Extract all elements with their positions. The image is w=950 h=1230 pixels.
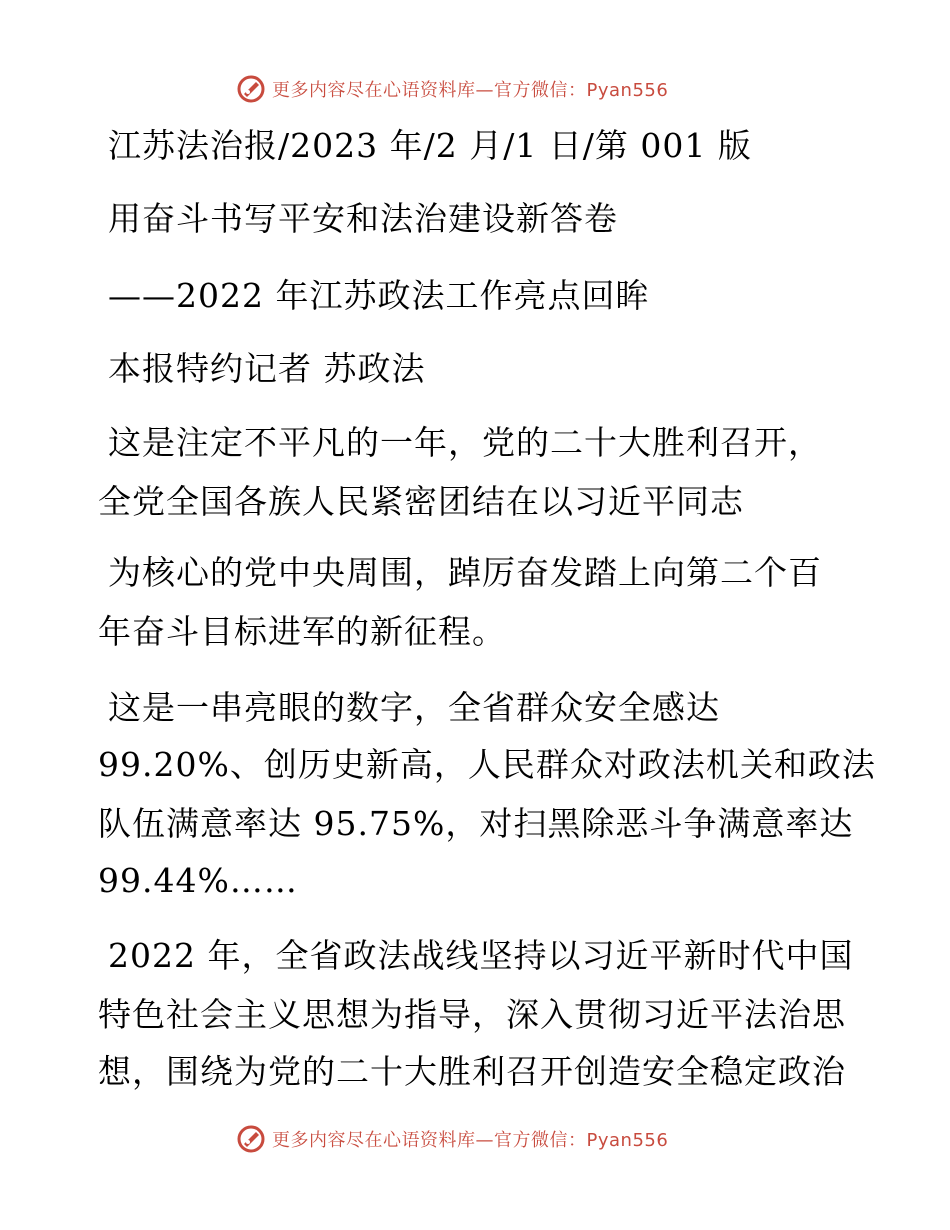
- article-byline: 本报特约记者 苏政法: [108, 349, 426, 388]
- paragraph-3-line-2: 特色社会主义思想为指导，深入贯彻习近平法治思: [98, 995, 846, 1034]
- paragraph-1-line-4: 年奋斗目标进军的新征程。: [98, 612, 506, 651]
- watermark-text: 更多内容尽在心语资料库—官方微信：Pyan556: [272, 1130, 669, 1151]
- paragraph-2-line-1: 这是一串亮眼的数字，全省群众安全感达: [108, 688, 720, 727]
- paragraph-1-line-2: 全党全国各族人民紧密团结在以习近平同志: [98, 482, 744, 521]
- watermark-header: [236, 72, 668, 106]
- paragraph-1-line-1: 这是注定不平凡的一年，党的二十大胜利召开，: [108, 423, 822, 462]
- article-source: 江苏法治报/2023 年/2 月/1 日/第 001 版: [108, 126, 752, 165]
- paragraph-2-line-3: 队伍满意率达 95.75%，对扫黑除恶斗争满意率达: [98, 804, 854, 843]
- paragraph-3-line-1: 2022 年，全省政法战线坚持以习近平新时代中国: [108, 936, 854, 975]
- paragraph-1-line-3: 为核心的党中央周围，踔厉奋发踏上向第二个百: [108, 553, 822, 592]
- article-subtitle: ——2022 年江苏政法工作亮点回眸: [108, 276, 650, 315]
- article-title: 用奋斗书写平安和法治建设新答卷: [108, 199, 618, 238]
- pen-nib-circle-icon: [236, 74, 266, 104]
- paragraph-2-line-4: 99.44%……: [98, 861, 298, 900]
- watermark-text: 更多内容尽在心语资料库—官方微信：Pyan556: [272, 80, 669, 101]
- paragraph-2-line-2: 99.20%、创历史新高，人民群众对政法机关和政法: [98, 745, 876, 784]
- paragraph-3-line-3: 想，围绕为党的二十大胜利召开创造安全稳定政治: [98, 1052, 846, 1091]
- watermark-footer: [236, 1122, 668, 1156]
- pen-nib-circle-icon: [236, 1124, 266, 1154]
